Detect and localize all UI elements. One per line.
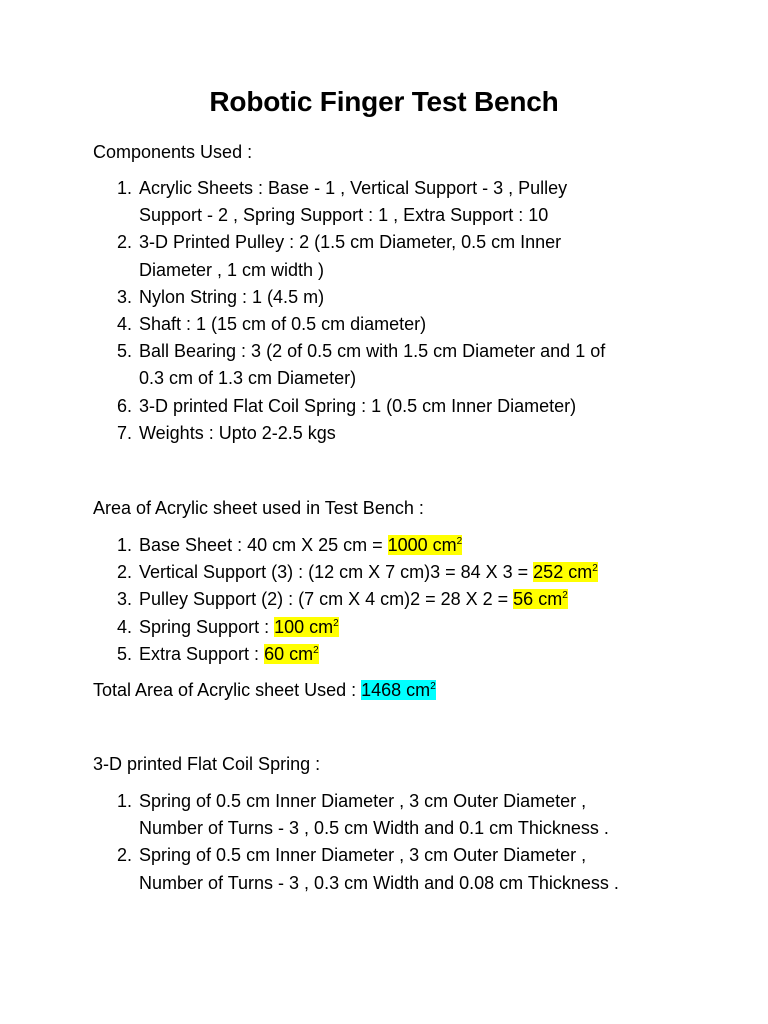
list-item: 5. Extra Support : 60 $cm^2$ [117,643,319,664]
list-item: 4. Spring Support : 100 $cm^2$ [117,616,339,637]
list-item: 1. Base Sheet : 40 cm X 25 cm = 1000 $cm^2$ [117,535,463,555]
list-item: 2. Vertical Support (3) : (12 cm X 7 cm)3 = 84 X 3 = 252 $cm^2$ [117,562,598,583]
list-item: Number of Turns - 3 , 0.3 cm Width and 0.08 cm Thickness . [139,872,619,893]
document-title: Robotic Finger Test Bench [209,86,559,117]
highlighted-value: 100 $cm^2$ [274,616,339,637]
list-item: 5. Ball Bearing : 3 (2 of 0.5 cm with 1.5 cm Diameter and 1 of [117,341,606,362]
components-heading: Components Used : [93,142,253,162]
list-item: 4. Shaft : 1 (15 cm of 0.5 cm diameter) [117,314,427,335]
spring-list [93,788,619,897]
area-list [93,532,598,668]
highlighted-value: 1000 $cm^2$ [387,535,463,555]
list-item: Number of Turns - 3 , 0.5 cm Width and 0.1 cm Thickness . [139,818,609,839]
list-item: Support - 2 , Spring Support : 1 , Extra Support : 10 [139,205,549,226]
list-item: 0.3 cm of 1.3 cm Diameter) [139,368,357,389]
list-item: 7. Weights : Upto 2-2.5 kgs [117,422,336,443]
list-item: 2. 3-D Printed Pulley : 2 (1.5 cm Diameter, 0.5 cm Inner [117,232,562,253]
total-area-line [93,677,436,704]
total-area-value: 1468 $cm^2$ [361,680,436,700]
list-item: 1. Spring of 0.5 cm Inner Diameter , 3 cm Outer Diameter , [117,791,587,811]
list-item: 2. Spring of 0.5 cm Inner Diameter , 3 cm Outer Diameter , [117,845,587,866]
list-item: 6. 3-D printed Flat Coil Spring : 1 (0.5 cm Inner Diameter) [117,395,577,416]
area-heading: Area of Acrylic sheet used in Test Bench : [93,498,424,518]
highlighted-value: 60 $cm^2$ [264,643,319,664]
list-item: 3. Pulley Support (2) : (7 cm X 4 cm)2 = 28 X 2 = 56 $cm^2$ [117,589,568,610]
list-item: 3. Nylon String : 1 (4.5 m) [117,286,325,307]
list-item: 1. Acrylic Sheets : Base - 1 , Vertical Support - 3 , Pulley [117,178,568,198]
list-item: Diameter , 1 cm width ) [139,259,325,280]
highlighted-value: 252 $cm^2$ [533,562,598,583]
highlighted-value: 56 $cm^2$ [513,589,568,610]
total-area-label: Total Area of Acrylic sheet Used : [93,680,362,700]
components-list [93,175,605,447]
spring-heading: 3-D printed Flat Coil Spring : [93,754,321,774]
